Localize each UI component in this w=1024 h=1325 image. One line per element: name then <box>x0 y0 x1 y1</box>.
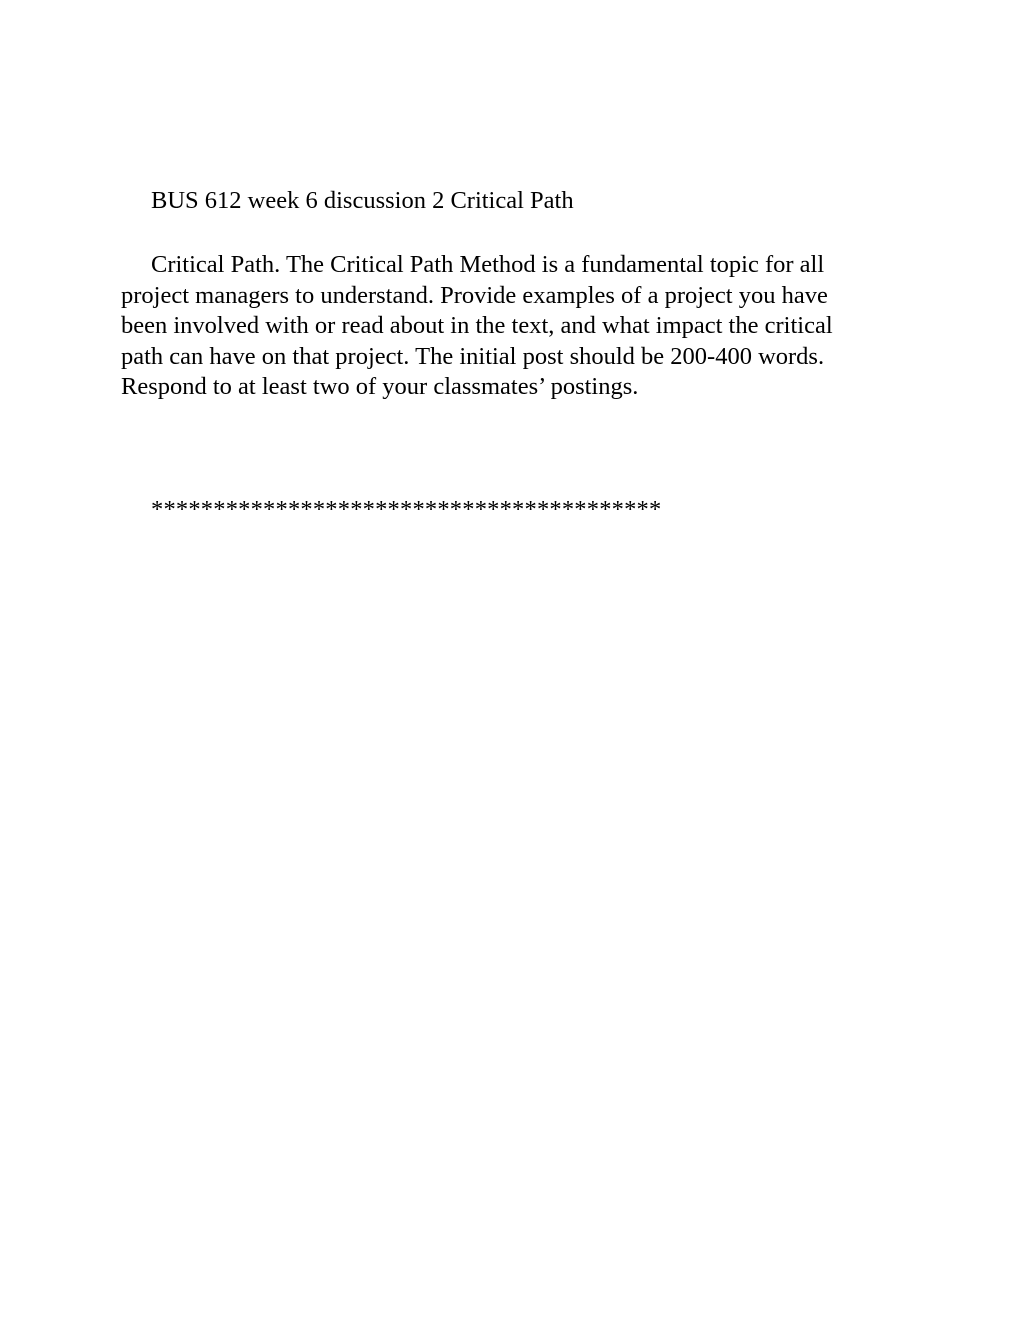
document-title: BUS 612 week 6 discussion 2 Critical Path <box>151 187 574 214</box>
prompt-paragraph <box>121 250 921 403</box>
paragraph-line: path can have on that project. The initial post should be 200-400 words. <box>121 342 825 370</box>
paragraph-line: project managers to understand. Provide examples of a project you have <box>121 281 828 309</box>
paragraph-line: Critical Path. The Critical Path Method is a fundamental topic for all <box>151 251 825 278</box>
paragraph-line: Respond to at least two of your classmates’ postings. <box>121 373 639 401</box>
asterisk-separator: ***************************************** <box>151 496 662 523</box>
paragraph-line: been involved with or read about in the text, and what impact the critical <box>121 312 833 340</box>
